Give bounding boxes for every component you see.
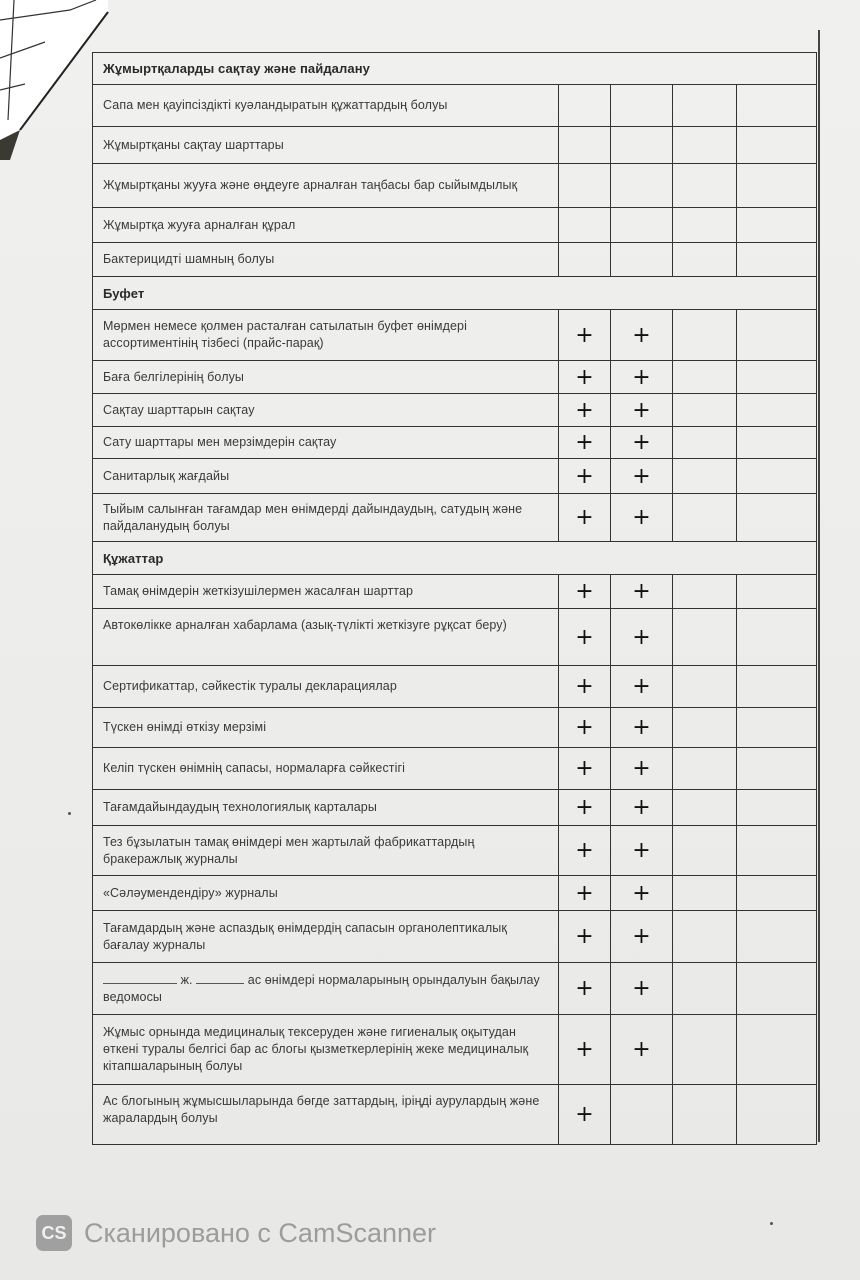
section-title: Құжаттар (93, 542, 559, 575)
row-label: Санитарлық жағдайы (93, 459, 559, 494)
row-label: Ас блогының жұмысшыларында бөгде заттардың, іріңді аурулардың және жаралардың болуы (93, 1085, 559, 1145)
mark-cell: + (559, 494, 611, 542)
table-row (93, 243, 817, 277)
mark-cell (737, 1015, 817, 1085)
mark-cell (673, 1085, 737, 1145)
mark-cell (737, 164, 817, 208)
mark-cell: + (611, 310, 673, 361)
row-label: Тамақ өнімдерін жеткізушілермен жасалған шарттар (93, 575, 559, 609)
mark-cell: + (611, 911, 673, 963)
mark-cell: + (611, 708, 673, 748)
mark-cell (559, 164, 611, 208)
fill-in-blank (196, 973, 244, 984)
mark-cell (673, 876, 737, 911)
table-row (93, 911, 817, 963)
mark-cell (737, 911, 817, 963)
mark-cell (673, 609, 737, 666)
camscanner-watermark (36, 1213, 436, 1253)
mark-cell (737, 127, 817, 164)
speck (68, 812, 71, 815)
mark-cell: + (559, 1015, 611, 1085)
table-row (93, 1015, 817, 1085)
row-label: Жұмыртқа жууға арналған құрал (93, 208, 559, 243)
table-row (93, 361, 817, 394)
table-row (93, 790, 817, 826)
section-header-row (93, 542, 817, 575)
table-row (93, 1085, 817, 1145)
mark-cell (737, 708, 817, 748)
mark-cell (611, 1085, 673, 1145)
mark-cell (737, 494, 817, 542)
mark-cell (673, 911, 737, 963)
mark-cell (673, 963, 737, 1015)
section-blank (559, 53, 817, 85)
mark-cell (673, 494, 737, 542)
mark-cell: + (559, 963, 611, 1015)
mark-cell (737, 826, 817, 876)
section-title: Жұмыртқаларды сақтау және пайдалану (93, 53, 559, 85)
mark-cell (559, 208, 611, 243)
mark-cell: + (611, 748, 673, 790)
mark-cell (673, 394, 737, 427)
row-label: Тағамдардың және аспаздық өнімдердің сапасын органолептикалық бағалау журналы (93, 911, 559, 963)
mark-cell: + (559, 394, 611, 427)
mark-cell (673, 208, 737, 243)
mark-cell: + (611, 609, 673, 666)
mark-cell: + (559, 609, 611, 666)
row-label: Жұмыртқаны жууға және өңдеуге арналған таңбасы бар сыйымдылық (93, 164, 559, 208)
mark-cell: + (559, 876, 611, 911)
table-row (93, 164, 817, 208)
mark-cell (559, 85, 611, 127)
mark-cell (737, 876, 817, 911)
mark-cell: + (611, 361, 673, 394)
mark-cell (559, 127, 611, 164)
mark-cell: + (559, 459, 611, 494)
mark-cell (673, 708, 737, 748)
mark-cell (673, 459, 737, 494)
mark-cell: + (611, 394, 673, 427)
row-label: «Сәләумендендіру» журналы (93, 876, 559, 911)
mark-cell: + (611, 575, 673, 609)
row-label: Жұмыс орнында медициналық тексеруден және гигиеналық оқытудан өткені туралы белгісі бар ас блогы қызметкерлерінің жеке медициналық кітапшаларының болуы (93, 1015, 559, 1085)
row-label: Сату шарттары мен мерзімдерін сақтау (93, 427, 559, 459)
mark-cell (737, 361, 817, 394)
mark-cell: + (611, 494, 673, 542)
table-row (93, 459, 817, 494)
mark-cell (737, 1085, 817, 1145)
row-label: Бактерицидті шамның болуы (93, 243, 559, 277)
row-label-text: ас өнімдері нормаларының орындалуын бақылау ведомосы (103, 972, 540, 1004)
mark-cell: + (611, 666, 673, 708)
mark-cell: + (611, 1015, 673, 1085)
table-row (93, 394, 817, 427)
table-row (93, 876, 817, 911)
row-label: Тез бұзылатын тамақ өнімдері мен жартылай фабрикаттардың бракеражлық журналы (93, 826, 559, 876)
table-row (93, 666, 817, 708)
table-row (93, 427, 817, 459)
table-row (93, 208, 817, 243)
row-label: Сақтау шарттарын сақтау (93, 394, 559, 427)
mark-cell (737, 427, 817, 459)
table-row (93, 85, 817, 127)
mark-cell (673, 85, 737, 127)
mark-cell (737, 790, 817, 826)
mark-cell (737, 85, 817, 127)
row-label: Жұмыртқаны сақтау шарттары (93, 127, 559, 164)
mark-cell (673, 127, 737, 164)
section-header-row (93, 53, 817, 85)
mark-cell (673, 243, 737, 277)
mark-cell: + (559, 911, 611, 963)
section-blank (559, 542, 817, 575)
page-border-line (818, 30, 820, 1142)
mark-cell (737, 394, 817, 427)
row-label: Келіп түскен өнімнің сапасы, нормаларға сәйкестігі (93, 748, 559, 790)
table-row (93, 494, 817, 542)
row-label: Тыйым салынған тағамдар мен өнімдерді дайындаудың, сатудың және пайдаланудың болуы (93, 494, 559, 542)
mark-cell (611, 85, 673, 127)
mark-cell (737, 310, 817, 361)
mark-cell: + (559, 708, 611, 748)
mark-cell (673, 310, 737, 361)
table-row (93, 609, 817, 666)
section-title: Буфет (93, 277, 559, 310)
table-row (93, 127, 817, 164)
table-row (93, 963, 817, 1015)
mark-cell (737, 609, 817, 666)
camscanner-logo-icon: CS (36, 1215, 72, 1251)
inspection-checklist-table (92, 52, 817, 1145)
mark-cell: + (611, 459, 673, 494)
mark-cell (559, 243, 611, 277)
mark-cell: + (559, 790, 611, 826)
row-label: Баға белгілерінің болуы (93, 361, 559, 394)
section-header-row (93, 277, 817, 310)
mark-cell (673, 575, 737, 609)
watermark-text: Сканировано с CamScanner (84, 1217, 437, 1248)
mark-cell: + (611, 826, 673, 876)
mark-cell (611, 164, 673, 208)
mark-cell: + (559, 748, 611, 790)
mark-cell (611, 208, 673, 243)
row-label: Мөрмен немесе қолмен расталған сатылатын буфет өнімдері ассортиментінің тізбесі (прайс-парақ) (93, 310, 559, 361)
mark-cell: + (559, 666, 611, 708)
row-label: Автокөлікке арналған хабарлама (азық-түлікті жеткізуге рұқсат беру) (93, 609, 559, 666)
table-row (93, 708, 817, 748)
mark-cell (673, 1015, 737, 1085)
mark-cell (673, 361, 737, 394)
row-label-prefix: ж. (180, 972, 193, 987)
mark-cell (737, 963, 817, 1015)
mark-cell: + (559, 575, 611, 609)
section-blank (559, 277, 817, 310)
table-row (93, 575, 817, 609)
fill-in-blank (103, 973, 177, 984)
mark-cell (673, 666, 737, 708)
speck (770, 1222, 773, 1225)
mark-cell (737, 666, 817, 708)
mark-cell (611, 127, 673, 164)
row-label: Сертификаттар, сәйкестік туралы декларациялар (93, 666, 559, 708)
mark-cell: + (559, 1085, 611, 1145)
mark-cell (611, 243, 673, 277)
mark-cell: + (611, 427, 673, 459)
mark-cell (737, 243, 817, 277)
mark-cell: + (559, 826, 611, 876)
mark-cell (737, 208, 817, 243)
row-label (93, 963, 559, 1015)
mark-cell (673, 748, 737, 790)
mark-cell (737, 459, 817, 494)
table-row (93, 310, 817, 361)
table-row (93, 748, 817, 790)
mark-cell: + (611, 963, 673, 1015)
mark-cell: + (559, 427, 611, 459)
mark-cell (673, 427, 737, 459)
row-label: Тағамдайындаудың технологиялық карталары (93, 790, 559, 826)
mark-cell: + (611, 876, 673, 911)
mark-cell: + (611, 790, 673, 826)
row-label: Түскен өнімді өткізу мерзімі (93, 708, 559, 748)
table-row (93, 826, 817, 876)
mark-cell: + (559, 361, 611, 394)
mark-cell: + (559, 310, 611, 361)
mark-cell (673, 790, 737, 826)
row-label: Сапа мен қауіпсіздікті куәландыратын құжаттардың болуы (93, 85, 559, 127)
mark-cell (673, 826, 737, 876)
mark-cell (737, 748, 817, 790)
mark-cell (673, 164, 737, 208)
mark-cell (737, 575, 817, 609)
